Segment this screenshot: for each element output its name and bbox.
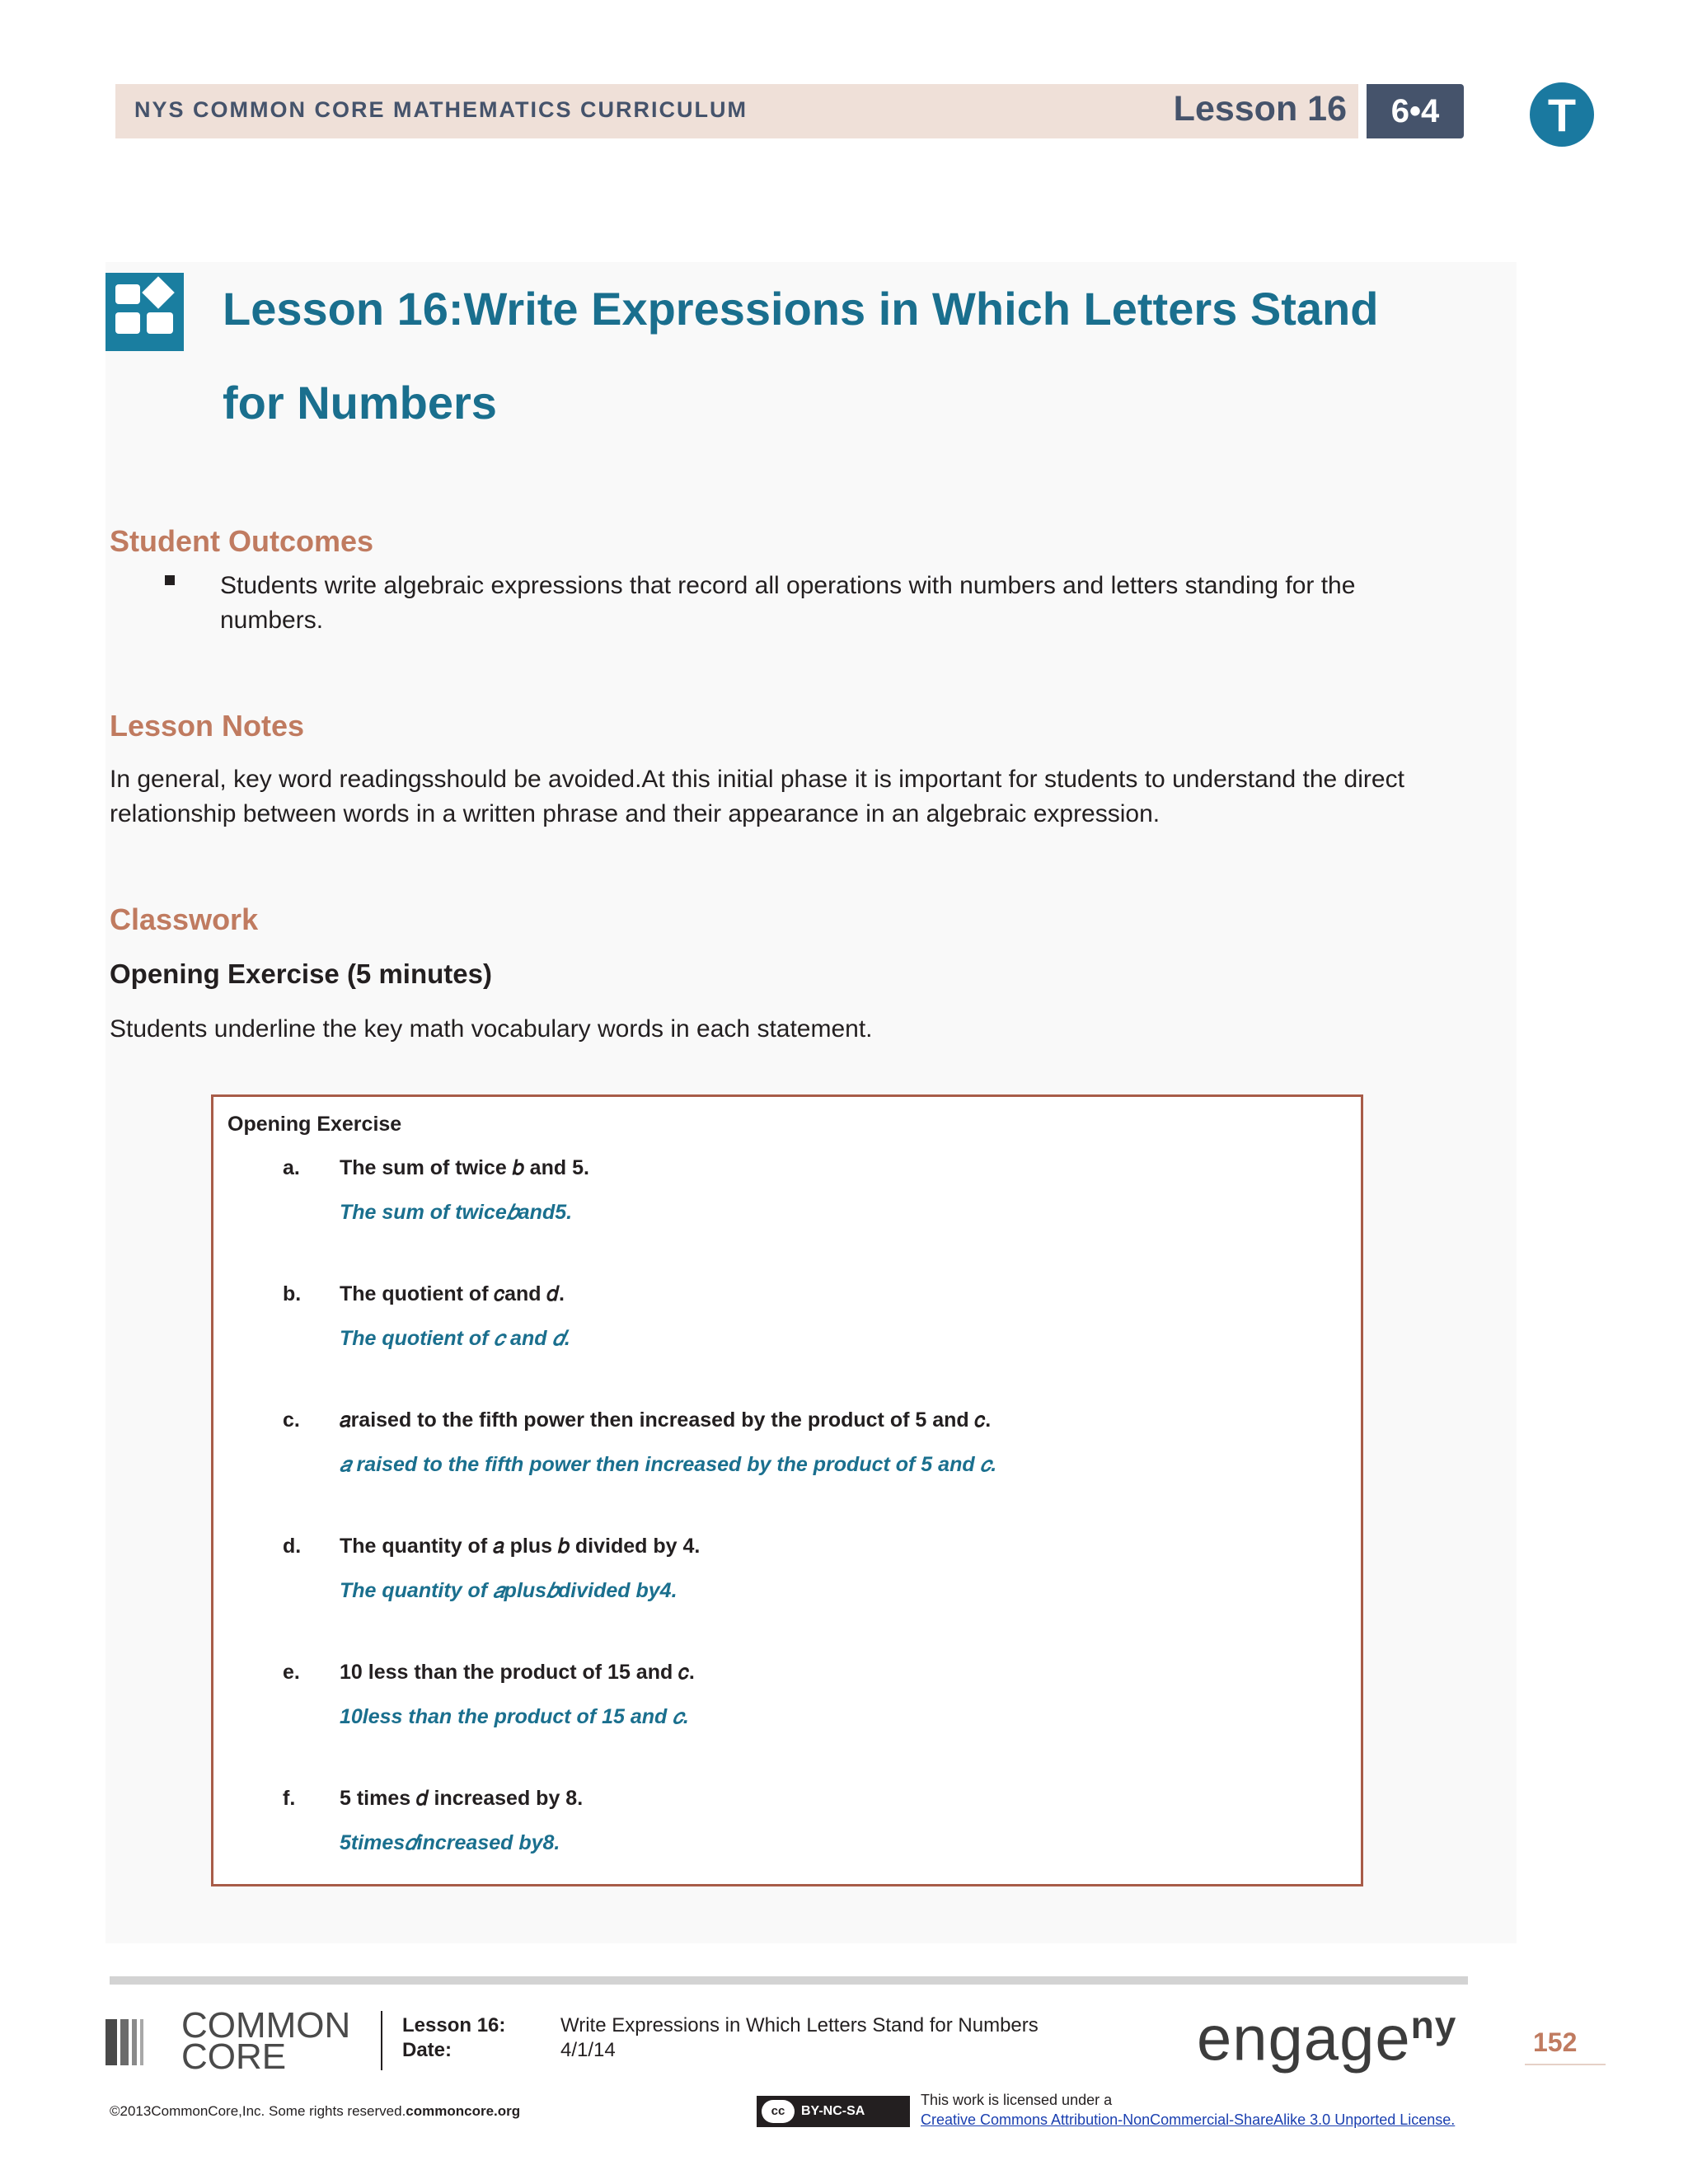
cc-license-badge[interactable] <box>757 2096 910 2127</box>
exercise-prompt: The quotient of 𝑐and 𝑑. <box>340 1282 565 1305</box>
exercise-letter: e. <box>283 1661 300 1684</box>
license-link[interactable]: Creative Commons Attribution-NonCommercial-ShareAlike 3.0 Unported License. <box>921 2111 1456 2128</box>
lesson-notes-text: In general, key word readingsshould be avoided.At this initial phase it is important for students to understand the direct relationship between words in a written phrase and their appearance in an algebraic expression. <box>110 766 1404 827</box>
exercise-prompt: 𝑎raised to the fifth power then increased by the product of 5 and 𝑐. <box>340 1408 992 1432</box>
footer-date-label: Date: <box>402 2039 452 2061</box>
footer-rule <box>110 1976 1468 1985</box>
cc-badge-text: BY-NC-SA <box>801 2104 865 2118</box>
exercise-letter: b. <box>283 1282 302 1305</box>
copyright-prefix: ©2013CommonCore,Inc. Some rights reserved. <box>110 2103 406 2119</box>
exercise-letter: d. <box>283 1535 302 1558</box>
footer-divider <box>381 2011 382 2070</box>
lesson-notes-heading: Lesson Notes <box>110 709 305 743</box>
opening-exercise-heading: Opening Exercise (5 minutes) <box>110 958 492 989</box>
classwork-heading: Classwork <box>110 902 259 936</box>
page-number: 152 <box>1533 2027 1578 2057</box>
student-outcomes-heading: Student Outcomes <box>110 524 374 558</box>
exercise-letter: f. <box>283 1787 296 1810</box>
exercise-prompt: 10 less than the product of 15 and 𝑐. <box>340 1661 695 1684</box>
footer-lesson-value: Write Expressions in Which Letters Stand for Numbers <box>560 2014 1039 2036</box>
exercise-answer: The quotient of 𝑐 and 𝑑. <box>340 1327 570 1350</box>
exercise-answer: 𝑎 raised to the fifth power then increased by the product of 5 and 𝑐. <box>340 1453 997 1476</box>
exercise-letter: c. <box>283 1408 300 1432</box>
logo-text-common: COMMON <box>181 2005 351 2046</box>
exercise-answer: 5times𝑑increased by8. <box>340 1831 560 1854</box>
engageny-logo <box>1197 2003 1456 2074</box>
header-lesson-label: Lesson 16 <box>1173 89 1347 129</box>
exercise-answer: The quantity of 𝑎plus𝑏divided by4. <box>340 1579 678 1602</box>
bullet-icon <box>165 575 175 585</box>
exercise-prompt: The quantity of 𝑎 plus 𝑏 divided by 4. <box>340 1535 701 1558</box>
module-tag: 6•4 <box>1367 84 1464 138</box>
page-number-rule <box>1525 2064 1606 2065</box>
lesson-title: Lesson 16:Write Expressions in Which Letters Stand for Numbers <box>223 283 1379 429</box>
exercise-prompt: 5 times 𝑑 increased by 8. <box>340 1787 584 1810</box>
license-text: This work is licensed under a <box>921 2092 1113 2108</box>
exercise-title: Opening Exercise <box>227 1113 402 1136</box>
copyright-site: commoncore.org <box>406 2103 521 2119</box>
logo-text-core: CORE <box>181 2036 287 2077</box>
exercise-answer: 10less than the product of 15 and 𝑐. <box>340 1705 689 1728</box>
cc-icon: cc <box>762 2100 795 2123</box>
copyright <box>110 2103 520 2120</box>
outcome-item: Students write algebraic expressions that record all operations with numbers and letters standing for the numbers. <box>220 572 1356 634</box>
footer-lesson-label: Lesson 16: <box>402 2014 506 2036</box>
exercise-answer: The sum of twice𝑏and5. <box>340 1201 573 1224</box>
teacher-badge-icon: T <box>1530 82 1594 147</box>
exercise-letter: a. <box>283 1156 300 1179</box>
engage-sup: ny <box>1410 2004 1457 2046</box>
lesson-puzzle-icon <box>106 273 184 351</box>
engage-text: engage <box>1197 2004 1411 2074</box>
curriculum-title: NYS COMMON CORE MATHEMATICS CURRICULUM <box>134 97 748 122</box>
footer-date-value: 4/1/14 <box>560 2039 616 2061</box>
opening-instruction: Students underline the key math vocabulary words in each statement. <box>110 1015 873 1043</box>
exercise-prompt: The sum of twice 𝑏 and 5. <box>340 1156 589 1179</box>
